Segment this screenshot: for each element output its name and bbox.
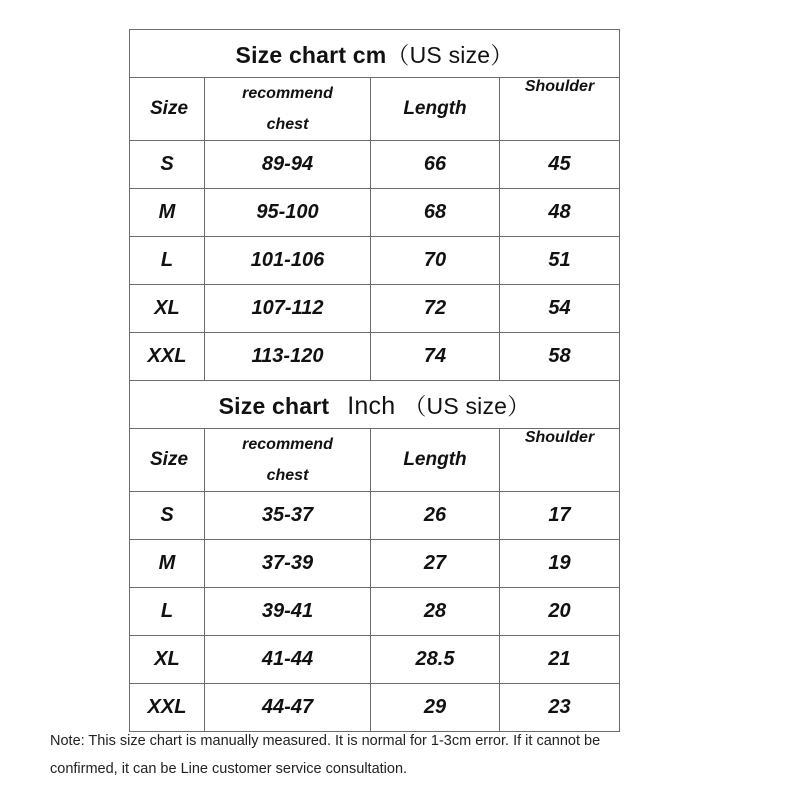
cm-size-cell: L <box>130 237 205 285</box>
table-row <box>130 285 620 333</box>
inch-title-unit: Inch <box>347 392 396 420</box>
inch-length-cell: 27 <box>371 540 500 588</box>
inch-chest-cell: 44-47 <box>205 684 371 732</box>
table-row <box>130 636 620 684</box>
cm-header-row <box>130 78 620 141</box>
inch-length-cell: 26 <box>371 492 500 540</box>
inch-header-shoulder: Shoulder <box>500 429 620 492</box>
table-row <box>130 588 620 636</box>
inch-length-cell: 28.5 <box>371 636 500 684</box>
cm-header-length: Length <box>371 78 500 141</box>
cm-size-cell: XXL <box>130 333 205 381</box>
inch-header-chest <box>205 429 371 492</box>
inch-header-size: Size <box>130 429 205 492</box>
cm-header-shoulder: Shoulder <box>500 78 620 141</box>
note-line-1: Note: This size chart is manually measured. It is normal for 1-3cm error. If it cannot be <box>50 733 601 749</box>
cm-title-region: （US size） <box>386 42 514 68</box>
inch-header-chest-line2: chest <box>266 467 309 484</box>
inch-length-cell: 28 <box>371 588 500 636</box>
cm-header-chest <box>205 78 371 141</box>
cm-length-cell: 70 <box>371 237 500 285</box>
inch-header-chest-line1: recommend <box>242 436 333 453</box>
inch-chest-cell: 41-44 <box>205 636 371 684</box>
cm-shoulder-cell: 48 <box>500 189 620 237</box>
cm-chest-cell: 101-106 <box>205 237 371 285</box>
cm-chest-cell: 95-100 <box>205 189 371 237</box>
cm-title <box>130 30 620 78</box>
cm-length-cell: 68 <box>371 189 500 237</box>
note-text <box>50 727 770 783</box>
cm-chest-cell: 107-112 <box>205 285 371 333</box>
cm-length-cell: 72 <box>371 285 500 333</box>
cm-shoulder-cell: 51 <box>500 237 620 285</box>
inch-size-cell: M <box>130 540 205 588</box>
table-row <box>130 492 620 540</box>
inch-chest-cell: 39-41 <box>205 588 371 636</box>
inch-header-row <box>130 429 620 492</box>
cm-size-cell: XL <box>130 285 205 333</box>
inch-shoulder-cell: 19 <box>500 540 620 588</box>
cm-header-size: Size <box>130 78 205 141</box>
inch-shoulder-cell: 23 <box>500 684 620 732</box>
cm-shoulder-cell: 45 <box>500 141 620 189</box>
inch-title-region: （US size） <box>403 393 531 419</box>
inch-size-cell: XL <box>130 636 205 684</box>
cm-shoulder-cell: 58 <box>500 333 620 381</box>
inch-shoulder-cell: 17 <box>500 492 620 540</box>
cm-header-chest-line1: recommend <box>242 85 333 102</box>
inch-size-cell: L <box>130 588 205 636</box>
inch-shoulder-cell: 20 <box>500 588 620 636</box>
inch-length-cell: 29 <box>371 684 500 732</box>
table-row <box>130 333 620 381</box>
size-chart-table <box>129 29 620 732</box>
table-row <box>130 684 620 732</box>
inch-shoulder-cell: 21 <box>500 636 620 684</box>
table-row <box>130 237 620 285</box>
inch-size-cell: XXL <box>130 684 205 732</box>
inch-chest-cell: 35-37 <box>205 492 371 540</box>
cm-length-cell: 66 <box>371 141 500 189</box>
cm-chest-cell: 89-94 <box>205 141 371 189</box>
inch-header-length: Length <box>371 429 500 492</box>
table-row <box>130 540 620 588</box>
inch-size-cell: S <box>130 492 205 540</box>
cm-size-cell: S <box>130 141 205 189</box>
inch-title-main: Size chart <box>218 393 330 419</box>
cm-title-main: Size chart cm <box>235 42 387 68</box>
table-row <box>130 189 620 237</box>
inch-title <box>130 381 620 429</box>
cm-shoulder-cell: 54 <box>500 285 620 333</box>
inch-title-row <box>130 381 620 429</box>
inch-chest-cell: 37-39 <box>205 540 371 588</box>
cm-chest-cell: 113-120 <box>205 333 371 381</box>
cm-size-cell: M <box>130 189 205 237</box>
cm-header-chest-line2: chest <box>266 116 309 133</box>
table-row <box>130 141 620 189</box>
cm-title-row <box>130 30 620 78</box>
cm-length-cell: 74 <box>371 333 500 381</box>
note-line-2: confirmed, it can be Line customer service consultation. <box>50 761 408 777</box>
